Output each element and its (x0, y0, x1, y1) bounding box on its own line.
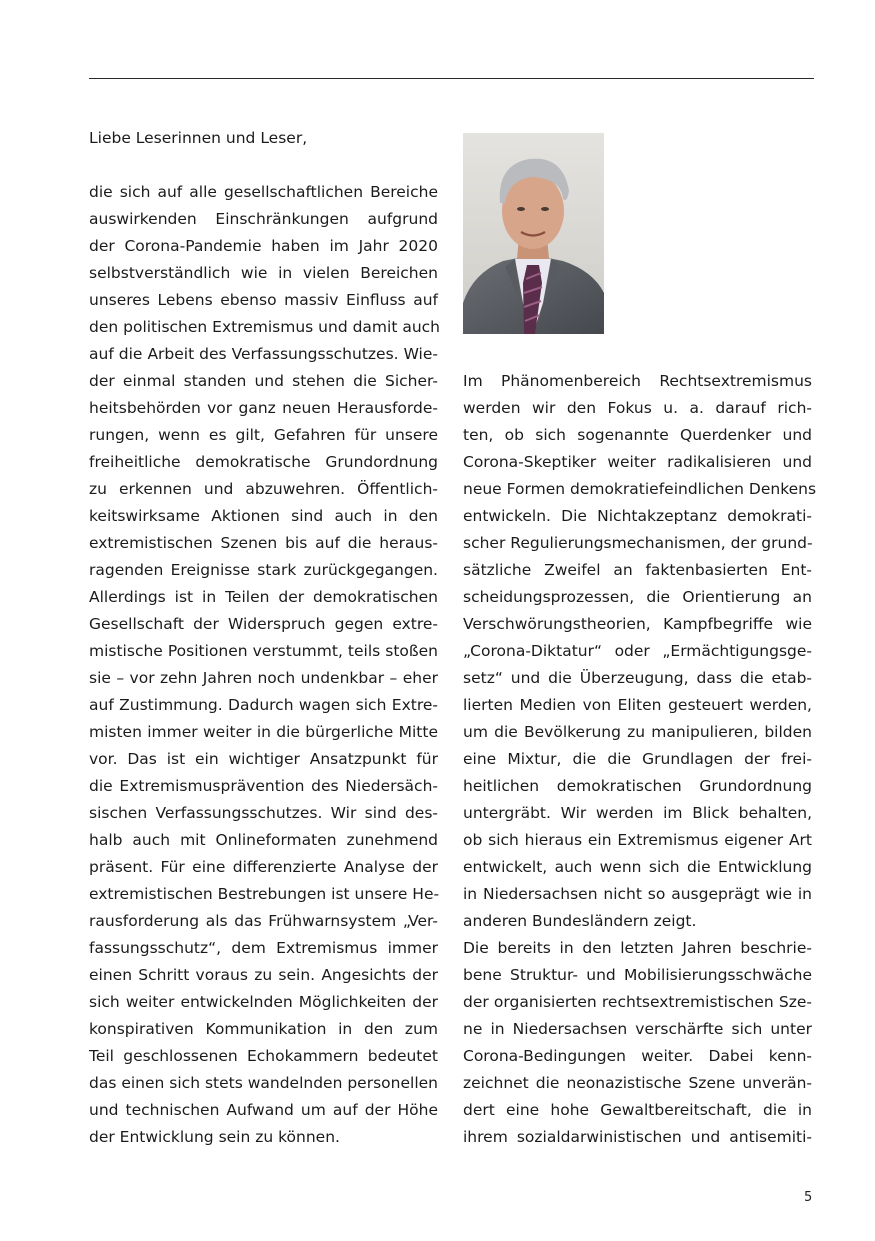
author-portrait (463, 133, 604, 334)
body-text-line: fassungsschutz“, dem Extremismus immer (89, 939, 438, 957)
body-text-line: rungen, wenn es gilt, Gefahren für unsere (89, 426, 438, 444)
body-text-line: auf die Arbeit des Verfassungsschutzes. Wie- (89, 345, 438, 363)
body-text-line: der Corona-Pandemie haben im Jahr 2020 (89, 237, 438, 255)
body-text-line: werden wir den Fokus u. a. darauf rich- (463, 399, 812, 417)
left-text-column (89, 179, 438, 1151)
body-text-line: in Niedersachsen nicht so ausgeprägt wie in (463, 885, 812, 903)
body-text-line: selbstverständlich wie in vielen Bereichen (89, 264, 438, 282)
body-text-line: Allerdings ist in Teilen der demokratischen (89, 588, 438, 606)
body-text-line: Corona-Bedingungen weiter. Dabei kenn- (463, 1047, 812, 1065)
body-text-line: und technischen Aufwand um auf der Höhe (89, 1101, 438, 1119)
body-text-line: neue Formen demokratiefeindlichen Denkens (463, 480, 817, 498)
body-text-line: eine Mixtur, die die Grundlagen der frei- (463, 750, 812, 768)
body-text-line: Gesellschaft der Widerspruch gegen extre- (89, 615, 438, 633)
body-text-line: um die Bevölkerung zu manipulieren, bilden (463, 723, 812, 741)
body-text-line: Im Phänomenbereich Rechtsextremismus (463, 372, 812, 390)
body-text-line: heitsbehörden vor ganz neuen Herausforde- (89, 399, 438, 417)
body-text-line: dert eine hohe Gewaltbereitschaft, die in (463, 1101, 812, 1119)
right-text-column (463, 368, 817, 1151)
body-text-line: den politischen Extremismus und damit auch (89, 318, 440, 336)
body-text-line: Corona-Skeptiker weiter radikalisieren und (463, 453, 812, 471)
body-text-line: der organisierten rechtsextremistischen Sze- (463, 993, 812, 1011)
body-text-line: konspirativen Kommunikation in den zum (89, 1020, 438, 1038)
body-text-line: der Entwicklung sein zu können. (89, 1128, 340, 1146)
body-text-line: mistische Positionen verstummt, teils stoßen (89, 642, 438, 660)
body-text-line: keitswirksame Aktionen sind auch in den (89, 507, 438, 525)
body-text-line: extremistischen Szenen bis auf die heraus- (89, 534, 438, 552)
body-text-line: Verschwörungstheorien, Kampfbegriffe wie (463, 615, 812, 633)
body-text-line: scher Regulierungsmechanismen, der grund- (463, 534, 813, 552)
body-text-line: ob sich hieraus ein Extremismus eigener Art (463, 831, 812, 849)
body-text-line: untergräbt. Wir werden im Blick behalten, (463, 804, 812, 822)
body-text-line: lierten Medien von Eliten gesteuert werden, (463, 696, 812, 714)
body-text-line: auf Zustimmung. Dadurch wagen sich Extre- (89, 696, 438, 714)
body-text-line: misten immer weiter in die bürgerliche Mitte (89, 723, 438, 741)
body-text-line: halb auch mit Onlineformaten zunehmend (89, 831, 438, 849)
body-text-line: heitlichen demokratischen Grundordnung (463, 777, 812, 795)
body-text-line: scheidungsprozessen, die Orientierung an (463, 588, 812, 606)
body-text-line: sie – vor zehn Jahren noch undenkbar – eher (89, 669, 438, 687)
body-text-line: Teil geschlossenen Echokammern bedeutet (89, 1047, 438, 1065)
body-text-line: zu erkennen und abzuwehren. Öffentlich- (89, 480, 438, 498)
body-text-line: zeichnet die neonazistische Szene unverän- (463, 1074, 812, 1092)
body-text-line: unseres Lebens ebenso massiv Einfluss auf (89, 291, 438, 309)
body-text-line: die sich auf alle gesellschaftlichen Bereiche (89, 183, 438, 201)
body-text-line: vor. Das ist ein wichtiger Ansatzpunkt für (89, 750, 438, 768)
body-text-line: Die bereits in den letzten Jahren beschrie- (463, 939, 812, 957)
body-text-line: rausforderung als das Frühwarnsystem „Ver- (89, 912, 438, 930)
body-text-line: bene Struktur- und Mobilisierungsschwäche (463, 966, 812, 984)
body-text-line: ihrem sozialdarwinistischen und antisemiti- (463, 1128, 812, 1146)
body-text-line: der einmal standen und stehen die Sicher- (89, 372, 438, 390)
body-text-line: freiheitliche demokratische Grundordnung (89, 453, 438, 471)
body-text-line: „Corona-Diktatur“ oder „Ermächtigungsge- (463, 642, 812, 660)
body-text-line: entwickelt, auch wenn sich die Entwicklung (463, 858, 812, 876)
body-text-line: das einen sich stets wandelnden personellen (89, 1074, 438, 1092)
body-text-line: extremistischen Bestrebungen ist unsere He- (89, 885, 440, 903)
salutation: Liebe Leserinnen und Leser, (89, 129, 308, 147)
body-text-line: entwickeln. Die Nichtakzeptanz demokrati- (463, 507, 812, 525)
body-text-line: präsent. Für eine differenzierte Analyse der (89, 858, 438, 876)
body-text-line: sischen Verfassungsschutzes. Wir sind des- (89, 804, 438, 822)
body-text-line: ne in Niedersachsen verschärfte sich unter (463, 1020, 812, 1038)
body-text-line: ragenden Ereignisse stark zurückgegangen. (89, 561, 438, 579)
body-text-line: auswirkenden Einschränkungen aufgrund (89, 210, 438, 228)
body-text-line: einen Schritt voraus zu sein. Angesichts der (89, 966, 438, 984)
page-number: 5 (804, 1190, 813, 1205)
body-text-line: sätzliche Zweifel an faktenbasierten Ent- (463, 561, 812, 579)
body-text-line: ten, ob sich sogenannte Querdenker und (463, 426, 812, 444)
body-text-line: die Extremismusprävention des Niedersäch- (89, 777, 438, 795)
header-rule (89, 78, 814, 79)
body-text-line: setz“ und die Überzeugung, dass die etab- (463, 669, 812, 687)
body-text-line: sich weiter entwickelnden Möglichkeiten der (89, 993, 438, 1011)
portrait-photo (463, 133, 604, 334)
body-text-line: anderen Bundesländern zeigt. (463, 912, 697, 930)
